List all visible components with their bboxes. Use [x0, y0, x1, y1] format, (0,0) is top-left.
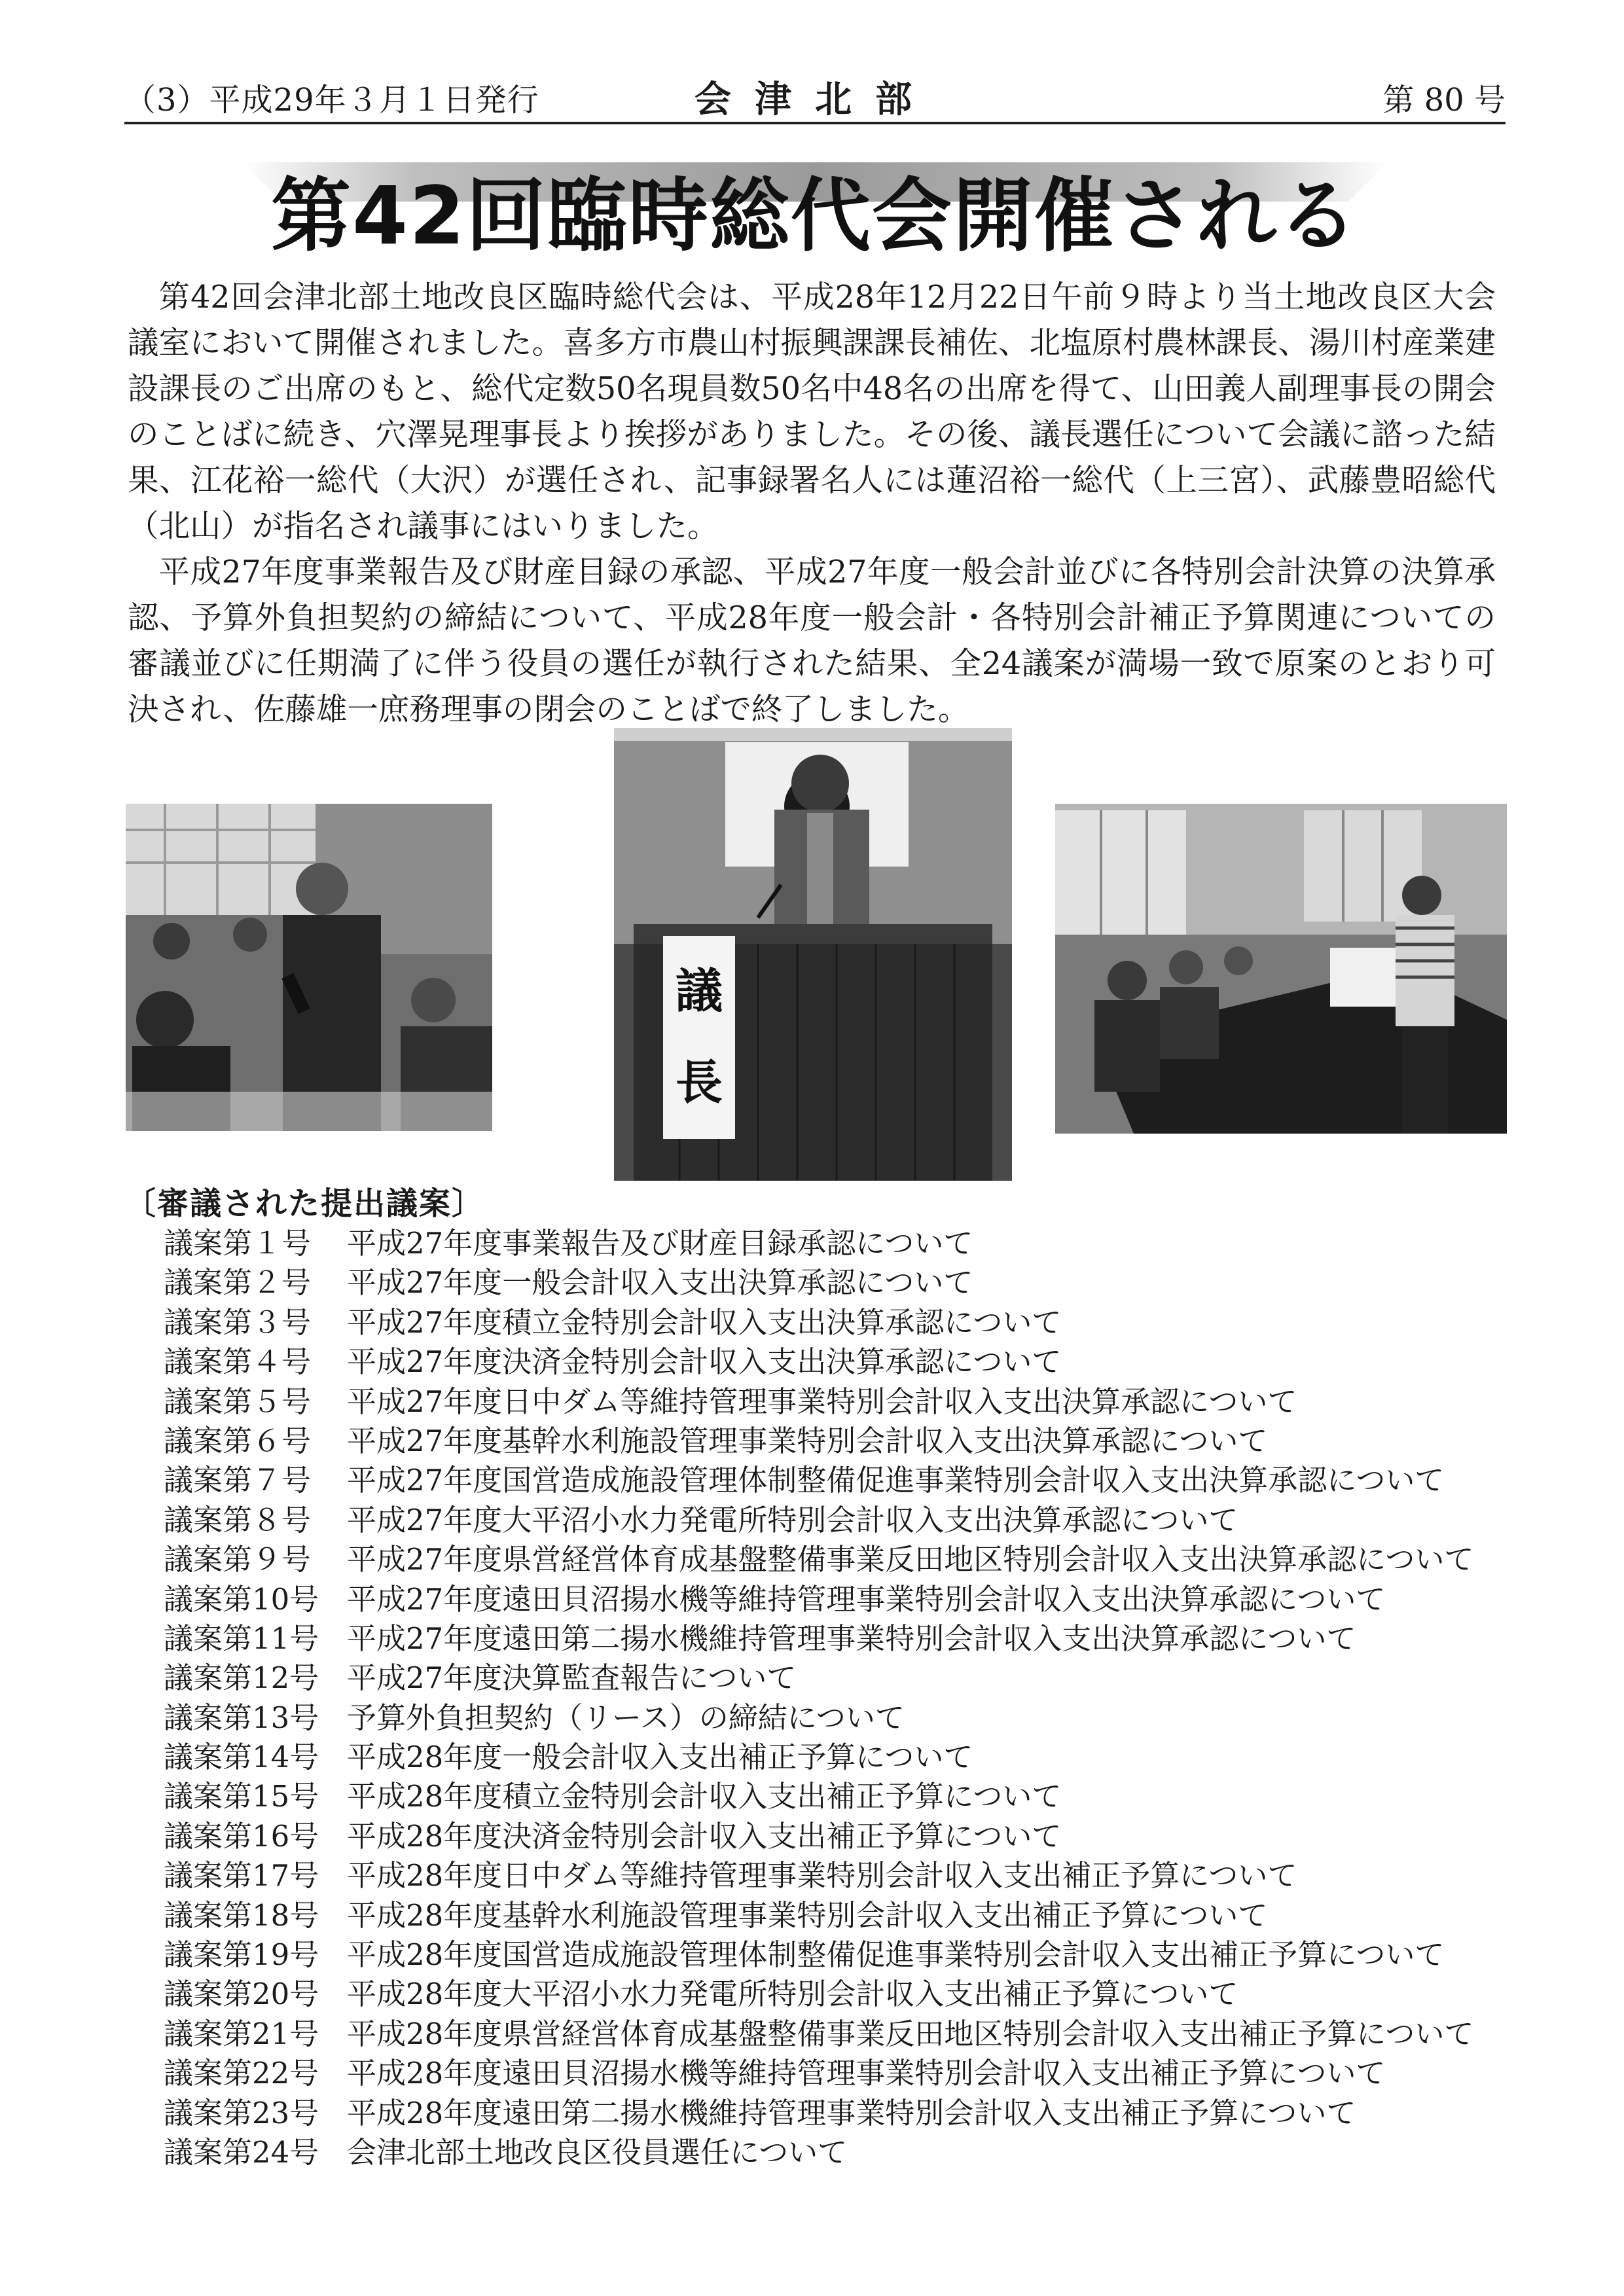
- agenda-item: 議案第14号 平成28年度一般会計収入支出補正予算について: [164, 1740, 973, 1775]
- agenda-item: 議案第６号 平成27年度基幹水利施設管理事業特別会計収入支出決算承認について: [164, 1423, 1268, 1458]
- header-rule: [124, 122, 1506, 124]
- photo-chairman-podium: [614, 728, 1012, 1181]
- agenda-item: 議案第11号 平成27年度遠田第二揚水機維持管理事業特別会計収入支出決算承認について: [164, 1621, 1356, 1656]
- issue-number: 第 80 号: [1382, 82, 1506, 118]
- agenda-item: 議案第１号 平成27年度事業報告及び財産目録承認について: [164, 1226, 973, 1261]
- article-paragraph: 第42回会津北部土地改良区臨時総代会は、平成28年12月22日午前９時より当土地改良区大会議室において開催されました。喜多方市農山村振興課課長補佐、北塩原村農林課長、湯川村産業建設課長のご出席のもと、総代定数50名現員数50名中48名の出席を得て、山田義人副理事長の開会のことばに続き、穴澤晃理事長より挨拶がありました。その後、議長選任について会議に諮った結果、江花裕一総代（大沢）が選任され、記事録署名人には蓮沼裕一総代（上三宮）、武藤豊昭総代（北山）が指名され議事にはいりました。: [128, 279, 1496, 545]
- agenda-item: 議案第24号 会津北部土地改良区役員選任について: [164, 2134, 848, 2170]
- article-paragraph: 平成27年度事業報告及び財産目録の承認、平成27年度一般会計並びに各特別会計決算の決算承認、予算外負担契約の締結について、平成28年度一般会計・各特別会計補正予算関連についての審議並びに任期満了に伴う役員の選任が執行された結果、全24議案が満場一致で原案のとおり可決され、佐藤雄一庶務理事の閉会のことばで終了しました。: [128, 554, 1496, 728]
- agenda-heading: 〔審議された提出議案〕: [124, 1185, 485, 1222]
- article-title: 第42回臨時総代会開催される: [271, 170, 1359, 262]
- agenda-item: 議案第12号 平成27年度決算監査報告について: [164, 1660, 797, 1696]
- agenda-item: 議案第８号 平成27年度大平沼小水力発電所特別会計収入支出決算承認について: [164, 1502, 1238, 1537]
- agenda-item: 議案第５号 平成27年度日中ダム等維持管理事業特別会計収入支出決算承認について: [164, 1384, 1297, 1419]
- agenda-item: 議案第17号 平成28年度日中ダム等維持管理事業特別会計収入支出補正予算について: [164, 1858, 1297, 1893]
- agenda-list: [164, 1224, 1473, 2172]
- agenda-item: 議案第13号 予算外負担契約（リース）の締結について: [164, 1700, 905, 1735]
- agenda-item: 議案第21号 平成28年度県営経営体育成基盤整備事業反田地区特別会計収入支出補正予算について: [164, 2016, 1474, 2051]
- agenda-item: 議案第４号 平成27年度決済金特別会計収入支出決算承認について: [164, 1344, 1062, 1380]
- agenda-item: 議案第３号 平成27年度積立金特別会計収入支出決算承認について: [164, 1304, 1062, 1340]
- agenda-item: 議案第10号 平成27年度遠田貝沼揚水機等維持管理事業特別会計収入支出決算承認について: [164, 1581, 1386, 1617]
- issue-date: （3）平成29年３月１日発行: [124, 82, 539, 118]
- agenda-item: 議案第19号 平成28年度国営造成施設管理体制整備促進事業特別会計収入支出補正予算について: [164, 1937, 1445, 1973]
- agenda-item: 議案第７号 平成27年度国営造成施設管理体制整備促進事業特別会計収入支出決算承認について: [164, 1463, 1445, 1498]
- page-header: [124, 71, 1506, 123]
- agenda-item: 議案第23号 平成28年度遠田第二揚水機維持管理事業特別会計収入支出補正予算について: [164, 2095, 1356, 2130]
- agenda-item: 議案第15号 平成28年度積立金特別会計収入支出補正予算について: [164, 1779, 1062, 1814]
- publication-name: 会津北部: [695, 79, 935, 121]
- agenda-item: 議案第22号 平成28年度遠田貝沼揚水機等維持管理事業特別会計収入支出補正予算について: [164, 2056, 1386, 2091]
- agenda-item: 議案第16号 平成28年度決済金特別会計収入支出補正予算について: [164, 1818, 1062, 1854]
- podium-sign: 議 長: [675, 963, 723, 1110]
- agenda-item: 議案第９号 平成27年度県営経営体育成基盤整備事業反田地区特別会計収入支出決算承認について: [164, 1542, 1474, 1577]
- photo-ballot-voting: [1055, 804, 1507, 1134]
- agenda-item: 議案第20号 平成28年度大平沼小水力発電所特別会計収入支出補正予算について: [164, 1977, 1238, 2012]
- agenda-item: 議案第18号 平成28年度基幹水利施設管理事業特別会計収入支出補正予算について: [164, 1897, 1268, 1933]
- photo-delegate-speaking: [126, 804, 492, 1131]
- article-body: [128, 275, 1496, 733]
- agenda-item: 議案第２号 平成27年度一般会計収入支出決算承認について: [164, 1265, 973, 1300]
